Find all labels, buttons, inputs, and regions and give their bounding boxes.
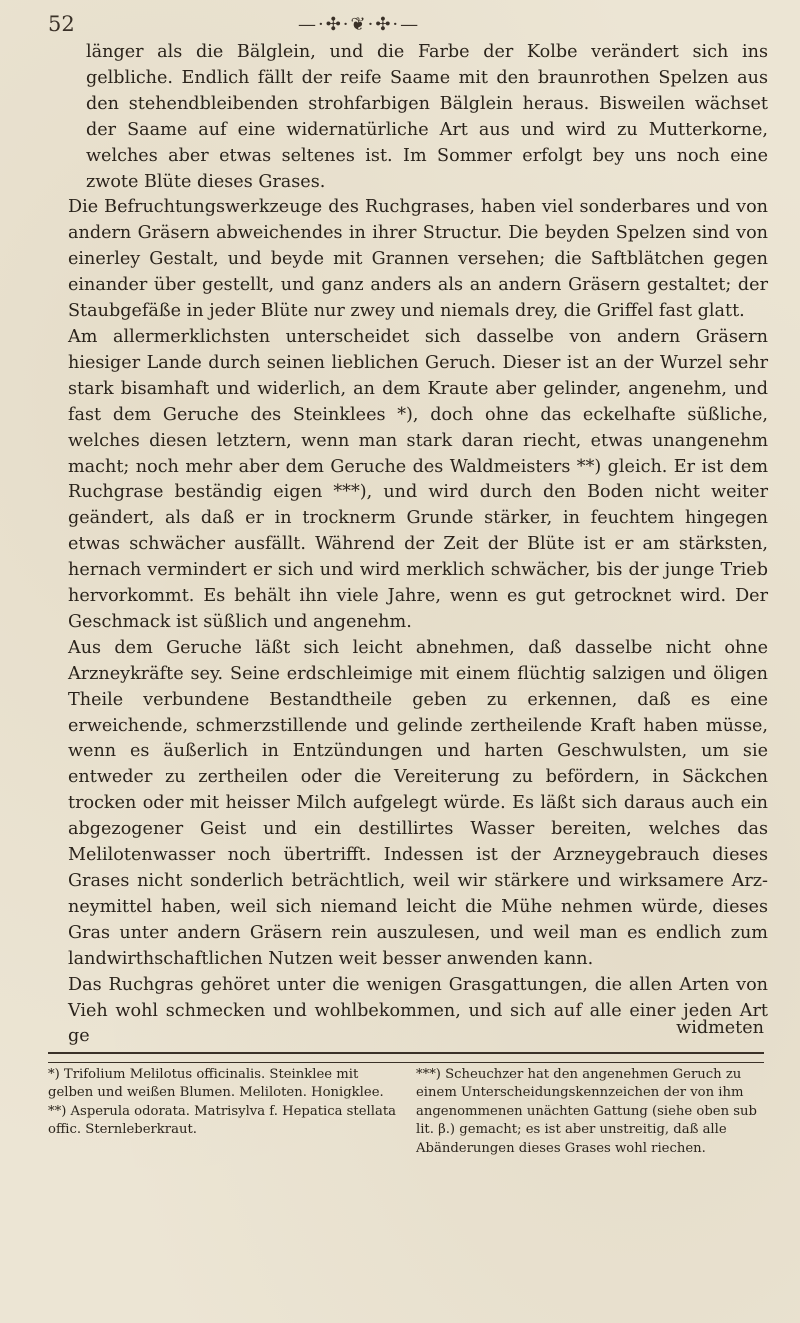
paragraph: Aus dem Geruche läßt sich leicht abnehmen, daß dasselbe nicht ohne Arzneykräfte sey. Seine erdschleimige mit einem flüchtig salzigen und öligen Theile verbundene Bestandtheile geben zu erkennen, daß es eine erweichende, schmerzstillende und gelinde zertheilende Kraft haben müsse, wenn es äußerlich in Entzündungen und harten Geschwulsten, um sie entweder zu zertheilen oder die Vereiterung zu befördern, in Säckchen trocken oder mit heisser Milch aufgelegt würde. Es läßt sich daraus auch ein abgezogener Geist und ein destillirtes Wasser bereiten, welches das Melilotenwasser noch übertrifft. Indessen ist der Arzneygebrauch dieses Grases nicht sonderlich beträchtlich, weil wir stärkere und wirksamere Arzneymittel haben, weil sich niemand leicht die Mühe nehmen würde, dieses Gras unter andern Gräsern rein auszulesen, und weil man es endlich zum landwirthschaftlichen Nutzen weit besser anwenden kann.: [68, 637, 768, 969]
footnote-divider: [48, 1052, 764, 1063]
page-number: 52: [48, 12, 75, 36]
paragraph: Das Ruchgras gehöret unter die wenigen Grasgattungen, die allen Arten von Vieh wohl schmecken und wohlbekommen, und sich auf alle einer jeden Art ge: [68, 974, 768, 1047]
footnote-column-left: [48, 1066, 400, 1140]
paragraph: Am allermerklichsten unterscheidet sich dasselbe von andern Gräsern hiesiger Lande durch seinen lieblichen Geruch. Dieser ist an der Wurzel sehr stark bisamhaft und widerlich, an dem Kraute aber gelinder, angenehm, und fast dem Geruche des Steinklees *), doch ohne das eckelhafte süßliche, welches diesen letztern, wenn man stark daran riecht, etwas unangenehm macht; noch mehr aber dem Geruche des Waldmeisters **) gleich. Er ist dem Ruchgrase beständig eigen ***), und wird durch den Boden nicht weiter geändert, als daß er in trocknerm Grunde stärker, in feuchtem hingegen etwas schwächer ausfällt. Während der Zeit der Blüte ist er am stärksten, hernach vermindert er sich und wird merklich schwächer, bis der junge Trieb hervorkommt. Es behält ihn viele Jahre, wenn es gut getrocknet wird. Der Geschmack ist süßlich und angenehm.: [68, 326, 768, 632]
header-ornament: —·✣·❦·✣·—: [298, 14, 421, 35]
footnote: *) Trifolium Melilotus officinalis. Steinklee mit gelben und weißen Blumen. Meliloten. Honigklee.: [48, 1067, 384, 1101]
footnote-column-right: [416, 1066, 768, 1158]
footnote: ***) Scheuchzer hat den angenehmen Geruch zu einem Unterscheidungskennzeichen der von ihm angenommenen unächten Gattung (siehe oben sub lit. β.) gemacht; es ist aber unstreitig, daß alle Abänderungen dieses Grases wohl riechen.: [416, 1067, 757, 1156]
page-header: [48, 6, 752, 42]
footnote: **) Asperula odorata. Matrisylva f. Hepatica stellata offic. Sternleberkraut.: [48, 1103, 396, 1138]
main-text: [68, 40, 768, 1050]
paragraph: Die Befruchtungswerkzeuge des Ruchgrases, haben viel sonderbares und von andern Gräsern abweichendes in ihrer Structur. Die beyden Spelzen sind von einerley Gestalt, und beyde mit Grannen versehen; die Saftblätchen gegen einander über gestellt, und ganz anders als an andern Gräsern gestaltet; der Staubgefäße in jeder Blüte nur zwey und niemals drey, die Griffel fast glatt.: [68, 197, 768, 322]
paragraph: länger als die Bälglein, und die Farbe der Kolbe verändert sich ins gelbliche. Endlich fällt der reife Saame mit den braunrothen Spelzen aus den stehendbleibenden strohfarbigen Bälglein heraus. Bisweilen wächset der Saame auf eine widernatürliche Art aus und wird zu Mutterkorne, welches aber etwas seltenes ist. Im Sommer erfolgt bey uns noch eine zwote Blüte dieses Grases.: [86, 42, 768, 192]
catchword: widmeten: [676, 1018, 764, 1038]
